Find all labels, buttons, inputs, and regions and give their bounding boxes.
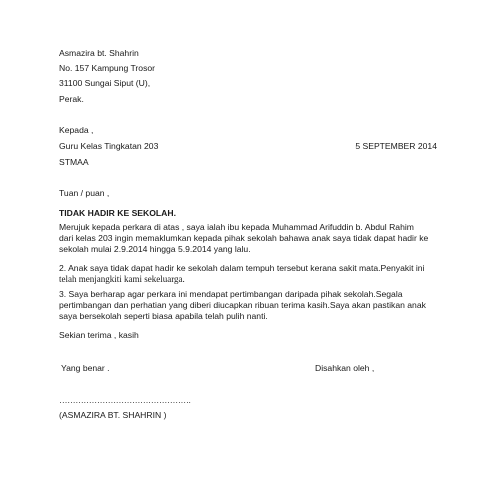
paragraph-3-line-3: saya bersekolah seperti biasa apabila telah pulih nanti.: [59, 311, 268, 321]
paragraph-1-line-1: Merujuk kepada perkara di atas , saya ialah ibu kepada Muhammad Arifuddin b. Abdul Rahim: [59, 222, 414, 232]
recipient-line1: Guru Kelas Tingkatan 203: [59, 141, 159, 151]
recipient-line2: STMAA: [59, 157, 89, 167]
sender-address-line2: 31100 Sungai Siput (U),: [59, 78, 151, 88]
paragraph-3-line-1: 3. Saya berharap agar perkara ini mendapat pertimbangan daripada pihak sekolah.Segala: [59, 289, 403, 299]
paragraph-2-line-1: 2. Anak saya tidak dapat hadir ke sekolah dalam tempuh tersebut kerana sakit mata.Penyakit ini: [59, 263, 425, 273]
signature-line: ………………………………………….: [59, 395, 191, 405]
signer-name: (ASMAZIRA BT. SHAHRIN ): [59, 410, 167, 420]
paragraph-1-line-2: dari kelas 203 ingin memaklumkan kepada pihak sekolah bahawa anak saya tidak dapat hadir ke: [59, 233, 429, 243]
recipient-label: Kepada ,: [59, 125, 94, 135]
salutation: Tuan / puan ,: [59, 188, 110, 198]
letter-date: 5 SEPTEMBER 2014: [355, 141, 437, 151]
paragraph-3-line-2: pertimbangan dan perhatian yang diberi diucapkan ribuan terima kasih.Saya akan pastikan anak: [59, 300, 426, 310]
letter-subject: TIDAK HADIR KE SEKOLAH.: [59, 208, 176, 218]
closing-line: Sekian terima , kasih: [59, 330, 139, 340]
sender-address-line1: No. 157 Kampung Trosor: [59, 63, 156, 73]
sender-name: Asmazira bt. Shahrin: [59, 48, 139, 58]
yang-benar-label: Yang benar .: [61, 363, 110, 373]
paragraph-1-line-3: sekolah mulai 2.9.2014 hingga 5.9.2014 yang lalu.: [59, 244, 251, 254]
disahkan-oleh-label: Disahkan oleh ,: [315, 363, 375, 373]
sender-address-line3: Perak.: [59, 94, 84, 104]
paragraph-2-line-2: telah menjangkiti kami sekeluarga.: [59, 274, 185, 284]
